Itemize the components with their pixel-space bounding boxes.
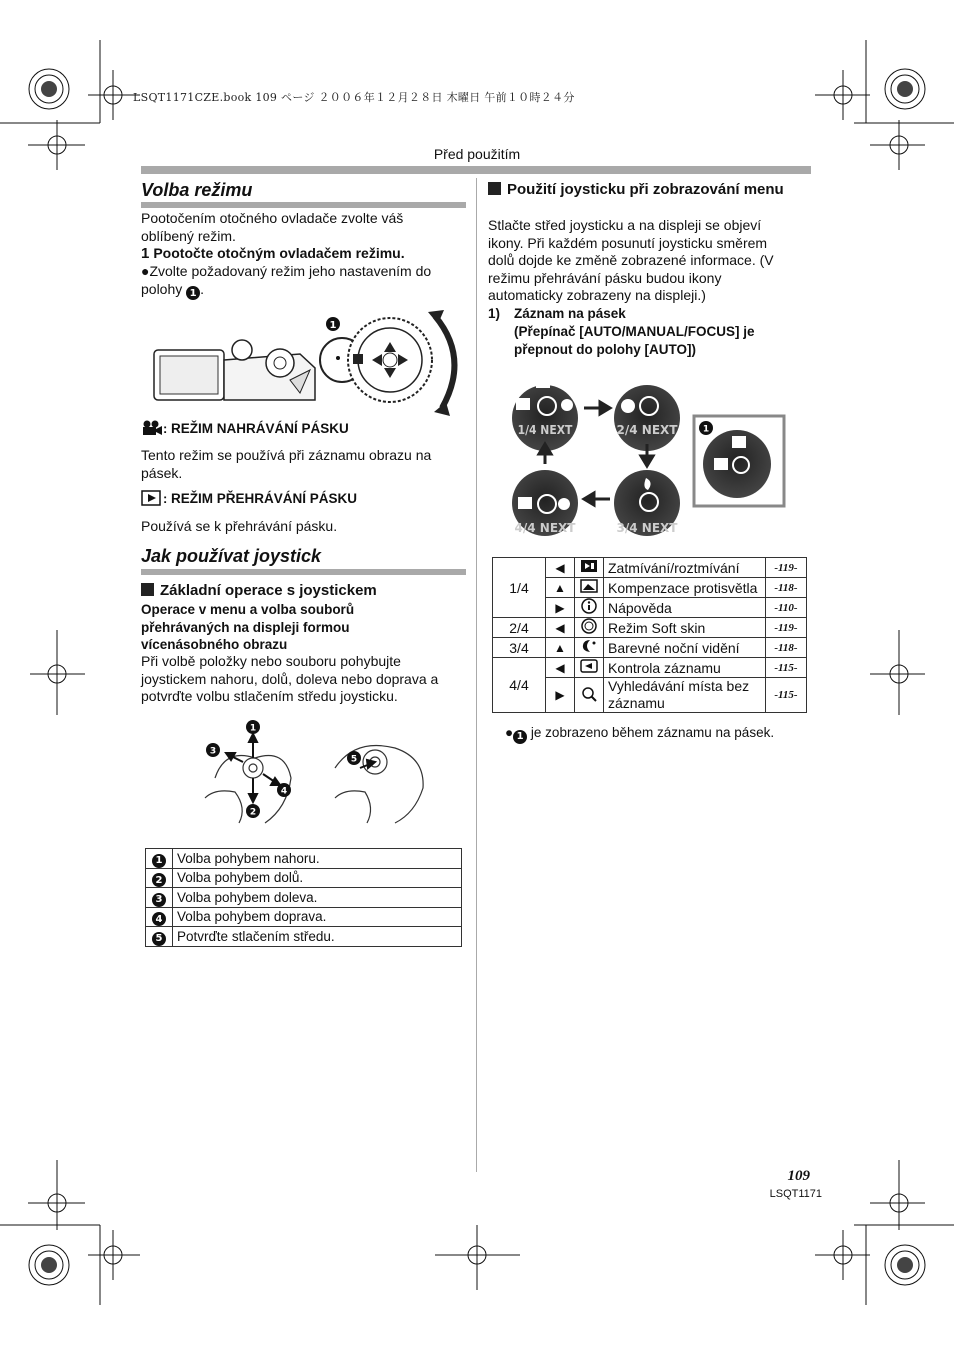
joystick-table-row (146, 907, 462, 927)
subsection-menu-joystick (488, 181, 788, 199)
screen-label-3: 3/4 NEXT (616, 521, 678, 535)
menu-label-cell: Barevné noční vidění (604, 638, 766, 658)
menu-items-table (492, 557, 807, 713)
joystick-table-text: Volba pohybem doprava. (173, 907, 462, 927)
square-bullet (141, 583, 154, 596)
menu-label-cell: Kompenzace protisvětla (604, 578, 766, 598)
menu-ref-cell: -110- (766, 598, 807, 618)
section-title-volba-rezimu: Volba režimu (141, 180, 253, 200)
menu-group-cell: 3/4 (493, 638, 546, 658)
joystick-marker-1: 1 (249, 723, 257, 734)
joystick-marker-5: 5 (350, 754, 358, 765)
menu-ref-cell: -115- (766, 658, 807, 678)
bullet-1: ●Zvolte požadovaný režim jeho nastavením do polohy 1 . (141, 263, 432, 299)
play-icon (141, 490, 163, 506)
menu-label-cell: Režim Soft skin (604, 618, 766, 638)
menu-icon-cell (575, 578, 604, 598)
intro-text: Pootočením otočného ovladače zvolte váš oblíbený režim. (141, 210, 404, 244)
square-bullet-2 (488, 182, 501, 195)
page-header: Před použitím (433, 146, 521, 162)
record-check-icon (580, 659, 598, 676)
screen-label-1: 1/4 NEXT (517, 423, 573, 437)
joystick-table (145, 848, 462, 947)
menu-icon-cell (575, 658, 604, 678)
subsection-basic-ops (141, 582, 466, 599)
camera-icon (141, 420, 163, 436)
print-header: LSQT1171CZE.book 109 ページ ２００６年１２月２８日 木曜日 午前１０時２４分 (133, 91, 575, 104)
joystick-table-num-cell (146, 849, 173, 869)
menu-table-row (493, 558, 807, 578)
joystick-table-text: Volba pohybem nahoru. (173, 849, 462, 869)
mode-play-text: Používá se k přehrávání pásku. (141, 518, 338, 534)
menu-ref-cell: -115- (766, 678, 807, 713)
item-1 (488, 305, 788, 323)
mode-record-heading: : REŽIM NAHRÁVÁNÍ PÁSKU (141, 420, 471, 436)
doc-code: LSQT1171 (769, 1188, 822, 1200)
menu-label-cell: Kontrola záznamu (604, 658, 766, 678)
step-text: Pootočte otočným ovladačem režimu. (153, 245, 405, 261)
section-title-joystick: Jak používat joystick (141, 546, 322, 566)
joystick-table-num-cell (146, 907, 173, 927)
menu-arrow-cell: ◀ (546, 658, 575, 678)
joystick-num-marker: 3 (152, 893, 166, 907)
item-1-title: Záznam na pásek (514, 306, 626, 321)
menu-table-row (493, 658, 807, 678)
menu-group-cell: 4/4 (493, 658, 546, 713)
joystick-num-marker: 4 (152, 912, 166, 926)
menu-label-cell: Nápověda (604, 598, 766, 618)
menu-table-row (493, 618, 807, 638)
mode-record-text: Tento režim se používá při záznamu obrazu na pásek. (141, 447, 432, 481)
joystick-table-row (146, 849, 462, 869)
menu-ref-cell: -119- (766, 618, 807, 638)
menu-arrow-cell: ▶ (546, 598, 575, 618)
mode-record-label: REŽIM NAHRÁVÁNÍ PÁSKU (170, 421, 349, 436)
item-1-subtitle: (Přepínač [AUTO/MANUAL/FOCUS] je přepnout do polohy [AUTO]) (514, 324, 755, 357)
joystick-table-row (146, 927, 462, 947)
screen-label-2: 2/4 NEXT (616, 423, 678, 437)
joystick-num-marker: 5 (152, 932, 166, 946)
note-marker-1: 1 (513, 730, 527, 744)
joystick-table-row (146, 888, 462, 908)
menu-group-cell: 2/4 (493, 618, 546, 638)
joystick-figure (195, 718, 445, 828)
joystick-table-text: Volba pohybem dolů. (173, 868, 462, 888)
joystick-table-num-cell (146, 868, 173, 888)
menu-intro-text: Stlačte střed joysticku a na displeji se objeví ikony. Při každém posunutí joysticku směrem dolů dojde ke změně zobrazené informace. (V režimu přehrávání pásku budou ikony automaticky zobrazeny na displeji.) (488, 217, 774, 303)
menu-ref-cell: -118- (766, 578, 807, 598)
joystick-table-row (146, 868, 462, 888)
joystick-num-marker: 1 (152, 854, 166, 868)
subsection-title: Základní operace s joystickem (160, 582, 377, 599)
menu-icon-cell (575, 678, 604, 713)
basic-ops-text: Při volbě položky nebo souboru pohybujte joystickem nahoru, dolů, doleva nebo doprava a potvrďte volbu stlačením středu joysticku. (141, 653, 439, 704)
menu-ref-cell: -119- (766, 558, 807, 578)
joystick-marker-4: 4 (280, 786, 288, 797)
joystick-table-num-cell (146, 927, 173, 947)
item-1-number: 1) (488, 306, 501, 321)
menu-icon-cell (575, 618, 604, 638)
section-bar-2 (141, 569, 466, 575)
camcorder-dial-figure (150, 308, 470, 418)
basic-ops-bold: Operace v menu a volba souborů přehrávaných na displeji formou vícenásobného obrazu (141, 602, 355, 652)
menu-arrow-cell: ▲ (546, 638, 575, 658)
menu-icon-cell (575, 638, 604, 658)
menu-label-cell: Vyhledávání místa bez záznamu (604, 678, 766, 713)
menu-arrow-cell: ◀ (546, 558, 575, 578)
joystick-marker-2: 2 (249, 807, 257, 818)
backlight-icon (580, 579, 598, 596)
bullet-dot: ● (141, 263, 150, 279)
inset-marker-1: 1 (702, 424, 710, 435)
marker-1: 1 (186, 286, 200, 300)
joystick-num-marker: 2 (152, 873, 166, 887)
section-bar (141, 202, 466, 208)
soft-skin-icon (580, 618, 598, 637)
menu-arrow-cell: ▶ (546, 678, 575, 713)
fade-icon (580, 559, 598, 576)
menu-ref-cell: -118- (766, 638, 807, 658)
step-1 (141, 245, 461, 263)
step-number: 1 (141, 245, 150, 262)
night-view-icon (580, 638, 598, 657)
menu-group-cell: 1/4 (493, 558, 546, 618)
header-bar (141, 166, 811, 174)
subsection-menu-title: Použití joysticku při zobrazování menu (507, 181, 784, 198)
menu-note (505, 724, 805, 744)
mode-play-heading: : REŽIM PŘEHRÁVÁNÍ PÁSKU (141, 490, 471, 506)
help-icon (581, 598, 597, 617)
menu-arrow-cell: ▲ (546, 578, 575, 598)
joystick-table-num-cell (146, 888, 173, 908)
joystick-table-text: Potvrďte stlačením středu. (173, 927, 462, 947)
figure-marker-1: 1 (329, 320, 337, 331)
mode-play-label: REŽIM PŘEHRÁVÁNÍ PÁSKU (170, 491, 357, 506)
joystick-table-text: Volba pohybem doleva. (173, 888, 462, 908)
note-text: je zobrazeno během záznamu na pásek. (530, 725, 775, 740)
menu-icon-cell (575, 598, 604, 618)
menu-label-cell: Zatmívání/roztmívání (604, 558, 766, 578)
menu-table-row (493, 638, 807, 658)
note-bullet: ● (505, 725, 514, 740)
menu-screens-diagram (512, 368, 792, 540)
menu-icon-cell (575, 558, 604, 578)
joystick-marker-3: 3 (209, 746, 217, 757)
bullet-text: Zvolte požadovaný režim jeho nastavením do polohy (141, 263, 432, 297)
page-number: 109 (787, 1168, 810, 1184)
screen-label-4: 4/4 NEXT (514, 521, 576, 535)
search-icon (580, 685, 598, 706)
menu-arrow-cell: ◀ (546, 618, 575, 638)
column-divider (476, 178, 477, 1172)
